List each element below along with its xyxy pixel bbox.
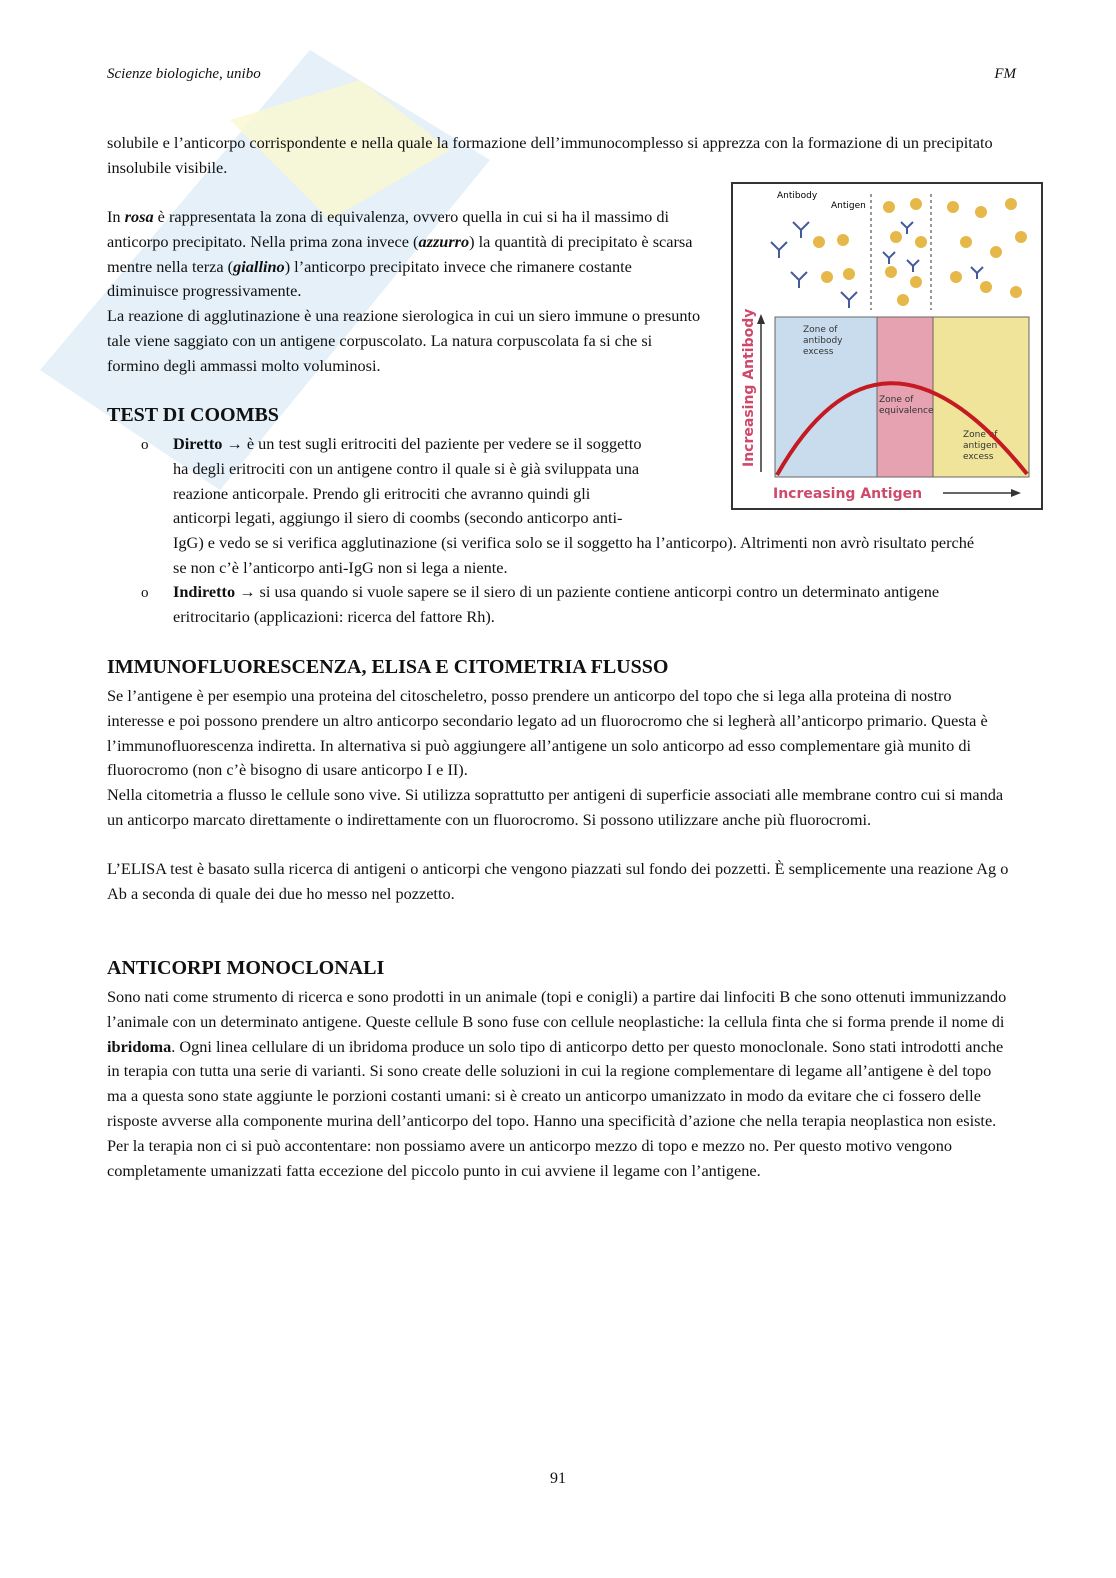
header-right: FM [994,66,1016,82]
zone2-l2: equivalence [879,406,934,416]
zone3-l2: antigen [963,441,998,451]
zone3-l3: excess [963,452,994,462]
immuno-p1: Se l’antigene è per esempio una proteina del citoscheletro, posso prendere un anticorpo del topo che si lega alla proteina di nostro interesse e poi possono prendere un altro anticorpo secondario legato ad un fluorocromo che si legherà all’anticorpo primario. Questa è l’immunofluorescenza indiretta. In alternativa si può aggiungere all’antigene un solo anticorpo ad esso complementare già munito di fluorocromo (non c’è bisogno di usare anticorpo I e II). [107,686,988,780]
immuno-title: IMMUNOFLUORESCENZA, ELISA E CITOMETRIA FLUSSO [107,656,669,678]
antigen-label: Antigen [831,201,866,211]
immuno-p2: Nella citometria a flusso le cellule sono vive. Si utilizza soprattutto per antigeni di superficie associati alle membrane contro cui si manda un anticorpo marcato direttamente o indirettamente con un fluorocromo. Si possono utilizzare anche più fluorocromi. [107,785,1004,829]
precipitation-curve-figure [731,182,1043,510]
zone1-l1: Zone of [803,325,838,335]
mono-title: ANTICORPI MONOCLONALI [107,957,385,979]
diretto-continuation: IgG) e vedo se si verifica agglutinazione (si verifica solo se il soggetto ha l’anticorpo). Altrimenti non avrò risultato perché se non c’è l’anticorpo anti-IgG non si lega a niente. [173,533,975,577]
bullet: o [141,585,149,601]
page-number: 91 [550,1470,566,1487]
zone2-l1: Zone of [879,395,914,405]
antibody-label: Antibody [777,191,818,201]
diretto-item: Diretto → è un test sugli eritrociti del paziente per vedere se il soggetto ha degli eritrociti con un antigene contro il quale si è già sviluppata una reazione anticorpale. Prendo gli eritrociti che avranno quindi gli anticorpi legati, aggiungo il siero di coombs (secondo anticorpo anti- [173,434,642,528]
agglutination-paragraph: La reazione di agglutinazione è una reazione sierologica in cui un siero immune o presunto tale viene saggiato con un antigene corpuscolato. La natura corpuscolata fa si che si formino degli ammassi molto voluminosi. [107,306,701,375]
mono-paragraph: Sono nati come strumento di ricerca e sono prodotti in un animale (topi e conigli) a partire dai linfociti B che sono ottenuti immunizzando l’animale con un determinato antigene. Queste cellule B sono fuse con cellule neoplastiche: la cellula finta che si forma prende il nome di ibridoma. Ogni linea cellulare di un ibridoma produce un solo tipo di anticorpo detto per questo monoclonale. Sono stati introdotti anche in terapia con tutta una serie di varianti. Si sono create delle soluzioni in cui la regione complementare di legame all’antigene è del topo ma a questa sono state aggiunte le porzioni costanti umani: si è creato un anticorpo umanizzato in modo da evitare che ci fossero delle risposte avverse alla componente murina dell’anticorpo del topo. Hanno una specificità d’azione che nella terapia neoplastica non esiste. Per la terapia non ci si può accontentare: non possiamo avere un anticorpo mezzo di topo e mezzo no. Per questo motivo vengono completamente umanizzati fatta eccezione del piccolo punto in cui avviene il legame con l’antigene. [107,987,1007,1180]
zone3-l1: Zone of [963,430,998,440]
zones-paragraph: In rosa è rappresentata la zona di equivalenza, ovvero quella in cui si ha il massimo di anticorpo precipitato. Nella prima zona invece (azzurro) la quantità di precipitato è scarsa mentre nella terza (giallino) l’anticorpo precipitato invece che rimanere costante diminuisce progressivamente. [107,207,693,301]
immuno-p3: L’ELISA test è basato sulla ricerca di antigeni o anticorpi che vengono piazzati sul fondo dei pozzetti. È semplicemente una reazione Ag o Ab a seconda di quale dei due ho messo nel pozzetto. [107,859,1009,903]
zone1-l2: antibody [803,336,843,346]
indiretto-item: Indiretto → si usa quando si vuole sapere se il siero di un paziente contiene anticorpi contro un determinato antigene eritrocitario (applicazioni: ricerca del fattore Rh). [173,582,940,626]
y-axis-label: Increasing Antibody [741,308,757,467]
header-left: Scienze biologiche, unibo [107,66,261,82]
bullet: o [141,437,149,453]
x-axis-label: Increasing Antigen [773,486,923,502]
coombs-title: TEST DI COOMBS [107,404,279,426]
intro-paragraph: solubile e l’anticorpo corrispondente e nella quale la formazione dell’immunocomplesso si apprezza con la formazione di un precipitato insolubile visibile. [107,133,993,177]
zone1-l3: excess [803,347,834,357]
